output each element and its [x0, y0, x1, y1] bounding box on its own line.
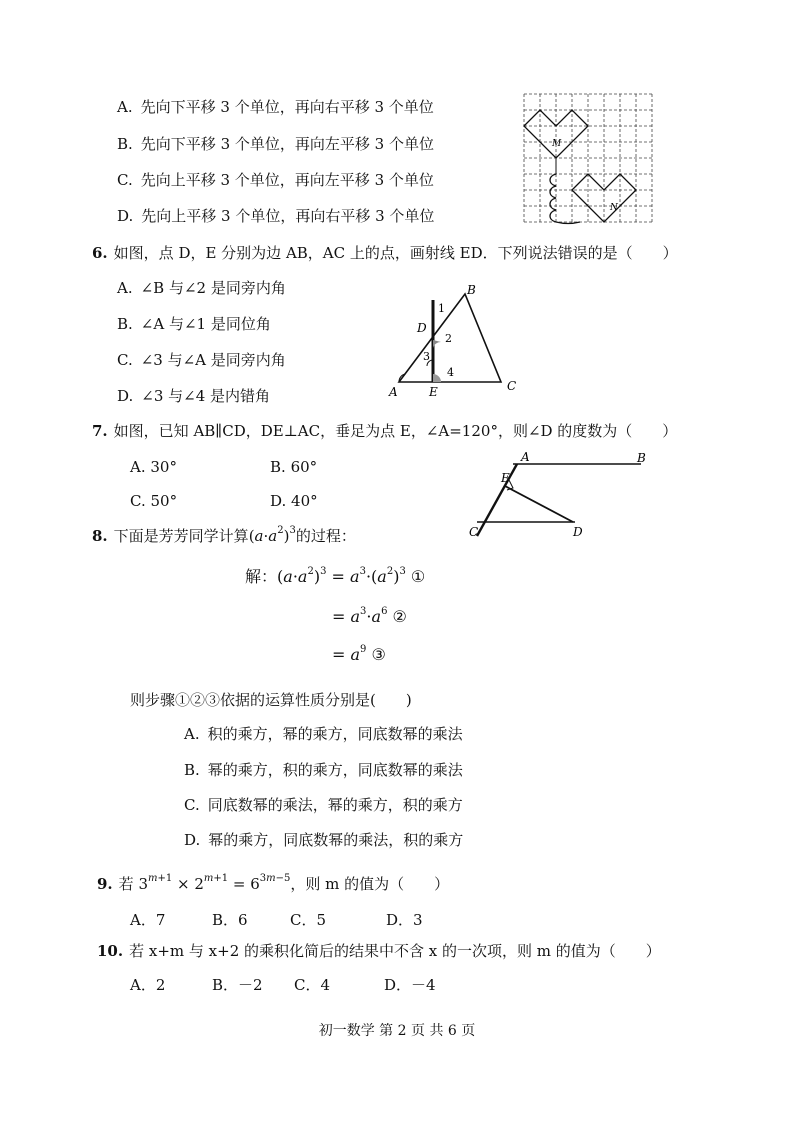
- q7-option-d: D. 40°: [270, 492, 318, 510]
- q6-option-d: D. ∠3 与∠4 是内错角: [117, 387, 271, 405]
- q9-option-a: A．7: [130, 911, 166, 929]
- angle-2: 2: [445, 332, 452, 345]
- q9-options: [130, 909, 423, 930]
- q8-step-1: 解：$(a\cdot a^2)^3 = a^3\cdot(a^2)^3$ ①: [245, 565, 426, 586]
- q7-options-row1: [130, 458, 317, 476]
- page-footer: 初一数学 第 2 页 共 6 页: [318, 1023, 476, 1039]
- label-e: E: [429, 385, 438, 399]
- q9-equation: $3^{m+1} \times 2^{m+1} = 6^{3m-5}$: [133, 873, 291, 893]
- q9-option-c: C．5: [290, 911, 327, 929]
- angle-4: 4: [447, 366, 454, 379]
- q10-option-d: D．－4: [384, 976, 436, 994]
- q10-option-b: B．－2: [212, 976, 263, 994]
- label-n: N: [610, 203, 618, 213]
- q10-options: [130, 974, 436, 995]
- q7-options-row2: [130, 492, 318, 510]
- q8-stem: 8. 下面是芳芳同学计算$(a\cdot a^2)^3$的过程：: [92, 525, 356, 545]
- angle-1: 1: [438, 302, 445, 315]
- q8-option-c: C. 同底数幂的乘法，幂的乘方，积的乘方: [184, 796, 463, 814]
- label-e: E: [501, 471, 510, 485]
- q8-step-2: = $a^3\cdot a^6$ ②: [332, 605, 407, 626]
- q8-step-3: = $a^9$ ③: [332, 643, 386, 664]
- q8-option-b: B. 幂的乘方，积的乘方，同底数幂的乘法: [184, 761, 463, 779]
- q7-option-b: B. 60°: [270, 458, 318, 476]
- q5-option-d: D. 先向上平移 3 个单位，再向右平移 3 个单位: [117, 207, 435, 225]
- q6-stem: 6. 如图，点 D，E 分别为边 AB，AC 上的点，画射线 ED．下列说法错误的是（ ）: [92, 244, 678, 262]
- q6-triangle-figure: [385, 282, 525, 400]
- q10-option-c: C．4: [294, 976, 331, 994]
- label-c: C: [507, 379, 517, 393]
- q6-option-c: C. ∠3 与∠A 是同旁内角: [117, 351, 286, 369]
- q8-question: 则步骤①②③依据的运算性质分别是( ): [130, 691, 412, 709]
- label-b: B: [467, 283, 476, 297]
- q7-option-a: A. 30°: [130, 458, 177, 476]
- label-d: D: [573, 525, 583, 539]
- q8-option-a: A. 积的乘方，幂的乘方，同底数幂的乘法: [184, 725, 463, 743]
- label-b: B: [637, 451, 646, 465]
- q6-option-a: A. ∠B 与∠2 是同旁内角: [117, 279, 286, 297]
- label-d: D: [417, 321, 427, 335]
- q8-option-d: D. 幂的乘方，同底数幂的乘法，积的乘方: [184, 831, 464, 849]
- q7-option-c: C. 50°: [130, 492, 178, 510]
- q9-stem: 9. 若 $3^{m+1} \times 2^{m+1} = 6^{3m-5}$，则 m 的值为（ ）: [97, 873, 450, 893]
- q9-option-d: D．3: [386, 911, 423, 929]
- q7-parallel-figure: [465, 450, 655, 540]
- label-m: M: [552, 139, 562, 149]
- q8-expression: $(a\cdot a^2)^3$: [248, 525, 296, 545]
- label-c: C: [469, 525, 479, 539]
- q5-grid-figure: [520, 90, 658, 230]
- q6-option-b: B. ∠A 与∠1 是同位角: [117, 315, 271, 333]
- q7-stem: 7. 如图，已知 AB∥CD，DE⊥AC，垂足为点 E，∠A=120°，则∠D 的度数为（ ）: [92, 422, 678, 440]
- angle-3: 3: [423, 350, 430, 363]
- q10-option-a: A．2: [130, 976, 166, 994]
- label-a: A: [389, 385, 398, 399]
- q5-option-a: A. 先向下平移 3 个单位，再向右平移 3 个单位: [117, 98, 434, 116]
- label-a: A: [521, 450, 530, 464]
- q9-option-b: B．6: [212, 911, 248, 929]
- q10-stem: 10. 若 x+m 与 x+2 的乘积化简后的结果中不含 x 的一次项，则 m 的值为（ ）: [97, 942, 661, 960]
- q5-option-b: B. 先向下平移 3 个单位，再向左平移 3 个单位: [117, 135, 434, 153]
- q5-option-c: C. 先向上平移 3 个单位，再向左平移 3 个单位: [117, 171, 434, 189]
